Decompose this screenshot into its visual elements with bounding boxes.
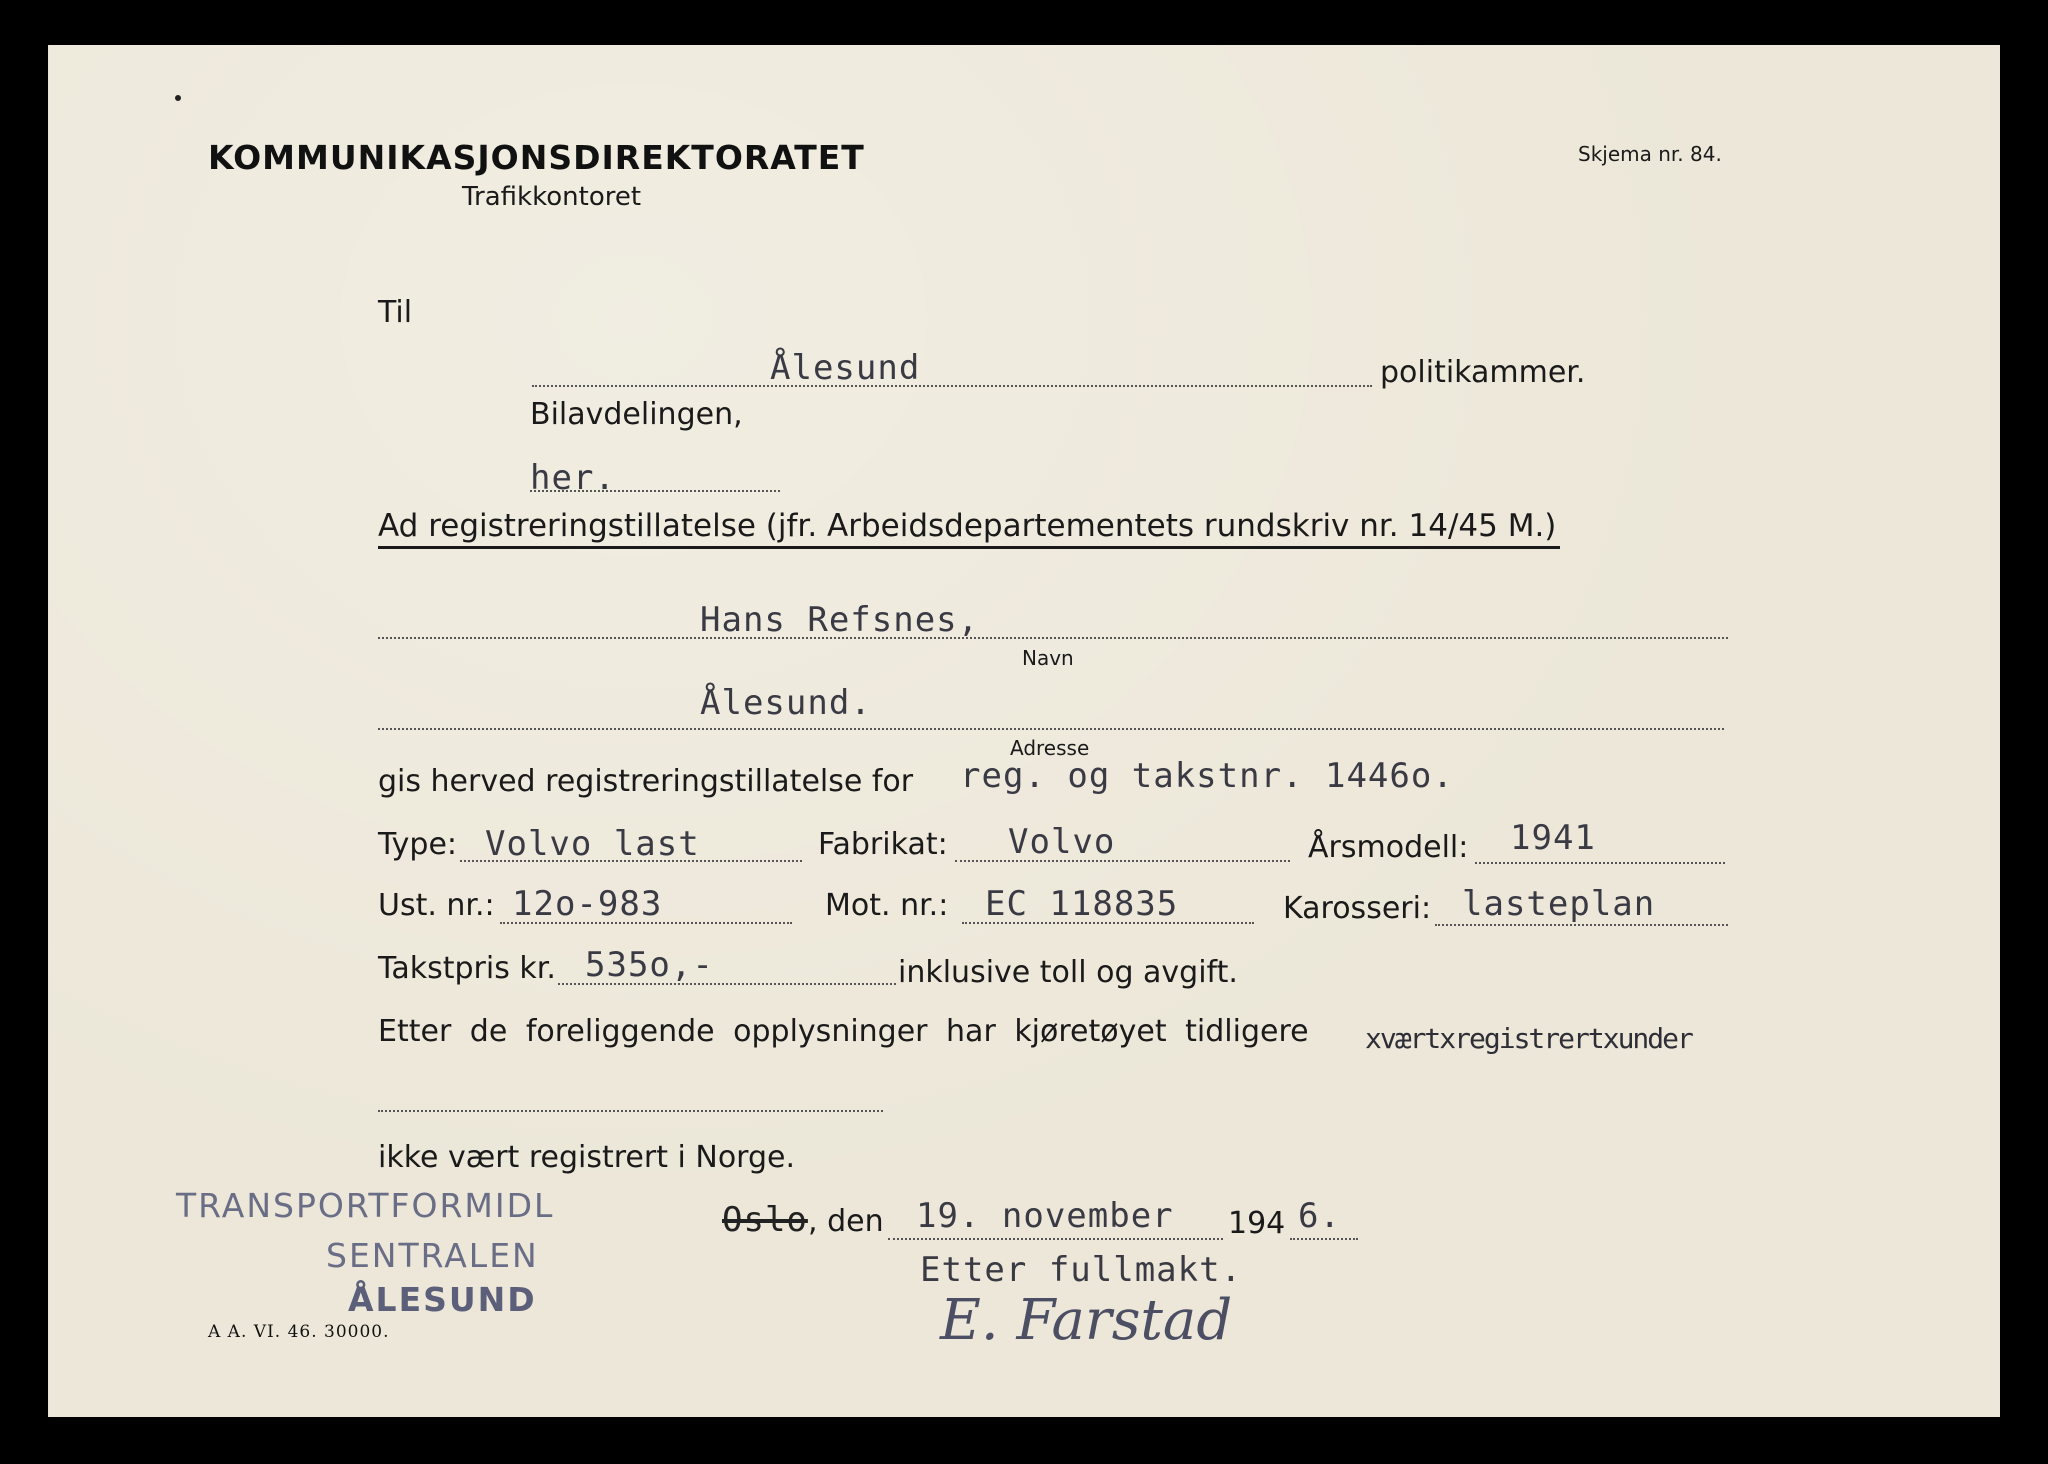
mot-label: Mot. nr.:: [825, 888, 949, 923]
applicant-name: Hans Refsnes,: [700, 600, 980, 640]
address-label: Adresse: [1010, 736, 1090, 760]
permit-intro: gis herved registreringstillatelse for: [378, 764, 914, 799]
fabrikat-label: Fabrikat:: [818, 827, 948, 862]
name-label: Navn: [1022, 646, 1074, 670]
fabrikat-value: Volvo: [1008, 822, 1116, 862]
takstpris-value: 535o,-: [585, 945, 714, 985]
here-typed: her.: [530, 458, 616, 498]
place-struck: Oslo: [722, 1200, 808, 1240]
year-line: [1290, 1238, 1358, 1240]
struck-text: xværtxregistrertxunder: [1365, 1022, 1692, 1055]
handwritten-signature: E. Farstad: [940, 1288, 1233, 1353]
stamp-line-2: SENTRALEN: [326, 1236, 539, 1275]
stamp-line-3: ÅLESUND: [348, 1280, 537, 1319]
type-line: [460, 860, 802, 862]
karosseri-label: Karosseri:: [1283, 891, 1432, 926]
arsmodell-line: [1475, 862, 1725, 864]
year-suffix: 6.: [1298, 1196, 1341, 1236]
history-line-1: Etter de foreliggende opplysninger har kjøretøyet tidligere: [378, 1014, 1309, 1049]
applicant-address: Ålesund.: [700, 683, 872, 723]
til-label: Til: [378, 295, 413, 330]
ust-label: Ust. nr.:: [378, 888, 495, 923]
year-prefix: 194: [1228, 1206, 1286, 1241]
date-line: [888, 1238, 1223, 1240]
subject-line: Ad registreringstillatelse (jfr. Arbeidsdepartementets rundskriv nr. 14/45 M.): [378, 508, 1557, 544]
type-value: Volvo last: [485, 824, 700, 864]
authority-text: Etter fullmakt.: [920, 1250, 1243, 1290]
addressee-place-line: [532, 385, 1372, 387]
den-label: , den: [808, 1204, 884, 1239]
takstpris-suffix: inklusive toll og avgift.: [898, 955, 1238, 990]
ust-value: 12o-983: [512, 884, 663, 924]
history-line-2: ikke vært registrert i Norge.: [378, 1140, 796, 1175]
arsmodell-value: 1941: [1510, 818, 1596, 858]
karosseri-line: [1435, 924, 1728, 926]
takstpris-label: Takstpris kr.: [378, 951, 556, 986]
name-line: [378, 637, 1728, 639]
department-name: Trafikkontoret: [462, 182, 642, 212]
stamp-line-1: TRANSPORTFORMIDL: [176, 1186, 555, 1225]
organization-title: KOMMUNIKASJONSDIREKTORATET: [208, 138, 865, 177]
mot-value: EC 118835: [985, 884, 1179, 924]
addressee-place: Ålesund: [770, 348, 921, 388]
here-line: [530, 490, 780, 492]
form-number: Skjema nr. 84.: [1578, 142, 1722, 166]
history-blank-line: [378, 1110, 883, 1112]
print-code: A A. VI. 46. 30000.: [208, 1322, 390, 1342]
takstpris-line: [558, 983, 896, 985]
subject-underline: [378, 546, 1560, 549]
karosseri-value: lasteplan: [1462, 884, 1656, 924]
mot-line: [962, 922, 1254, 924]
ink-mark: [175, 95, 181, 101]
ust-line: [500, 922, 792, 924]
arsmodell-label: Årsmodell:: [1308, 830, 1469, 865]
politikammer-label: politikammer.: [1380, 355, 1586, 390]
type-label: Type:: [378, 827, 458, 862]
bilavdelingen-label: Bilavdelingen,: [530, 397, 743, 432]
address-line: [378, 728, 1724, 730]
permit-typed: reg. og takstnr. 1446o.: [960, 756, 1454, 796]
fabrikat-line: [955, 860, 1290, 862]
date-typed: 19. november: [916, 1196, 1174, 1236]
